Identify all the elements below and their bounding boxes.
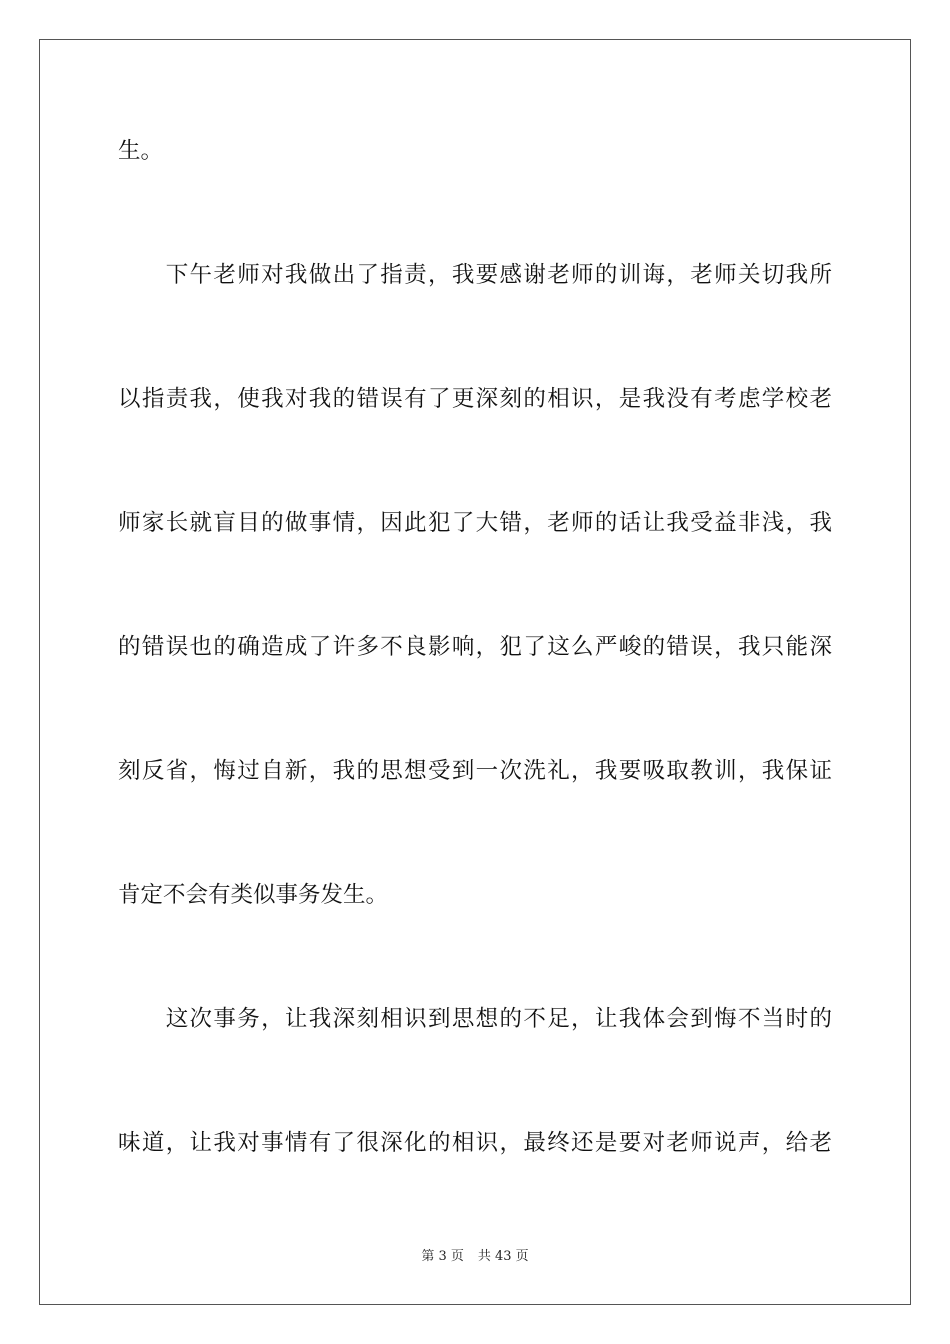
- text-line-4: 师家长就盲目的做事情，因此犯了大错，老师的话让我受益非浅，我: [118, 510, 832, 536]
- text-line-1: 生。: [118, 138, 164, 164]
- text-line-6: 刻反省，悔过自新，我的思想受到一次洗礼，我要吸取教训，我保证: [118, 758, 832, 784]
- total-pages: 共 43 页: [477, 1249, 529, 1264]
- text-line-9: 味道，让我对事情有了很深化的相识，最终还是要对老师说声，给老: [118, 1130, 832, 1156]
- page-footer: [0, 1248, 950, 1266]
- text-line-3: 以指责我，使我对我的错误有了更深刻的相识，是我没有考虑学校老: [118, 386, 832, 412]
- text-line-2: 下午老师对我做出了指责，我要感谢老师的训诲，老师关切我所: [118, 262, 832, 288]
- text-line-5: 的错误也的确造成了许多不良影响，犯了这么严峻的错误，我只能深: [118, 634, 832, 660]
- text-line-7: 肯定不会有类似事务发生。: [118, 882, 389, 908]
- page-number: 第 3 页: [421, 1249, 464, 1264]
- page-border: [39, 39, 911, 1305]
- text-line-8: 这次事务，让我深刻相识到思想的不足，让我体会到悔不当时的: [118, 1006, 832, 1032]
